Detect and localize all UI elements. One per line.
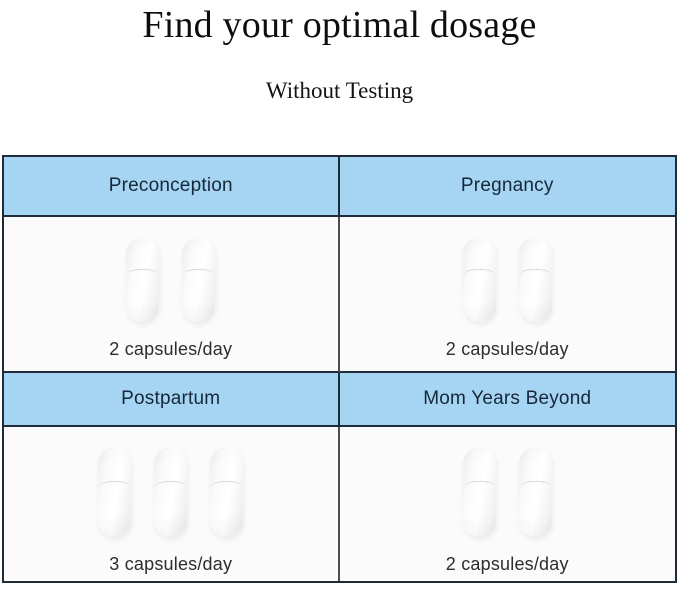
- capsule-icon: [519, 447, 552, 537]
- dosage-label: 2 capsules/day: [109, 338, 233, 359]
- dosage-cell-postpartum: [4, 427, 340, 581]
- capsule-group: [126, 237, 215, 322]
- dosage-label: 3 capsules/day: [109, 553, 233, 574]
- header-cell-mom-years-beyond: Mom Years Beyond: [340, 373, 676, 427]
- dosage-label: 2 capsules/day: [445, 553, 569, 574]
- header-cell-postpartum: Postpartum: [4, 373, 340, 427]
- dosage-label: 2 capsules/day: [445, 338, 569, 359]
- dosage-cell-mom-years-beyond: [340, 427, 676, 581]
- capsule-icon: [463, 447, 496, 537]
- capsule-group: [463, 237, 552, 322]
- header-cell-preconception: Preconception: [4, 157, 340, 217]
- dosage-cell-pregnancy: [340, 217, 676, 373]
- capsule-group: [98, 447, 243, 537]
- capsule-icon: [210, 447, 243, 537]
- header-cell-pregnancy: Pregnancy: [340, 157, 676, 217]
- dosage-table: [2, 155, 677, 583]
- capsule-group: [463, 447, 552, 537]
- page-title: Find your optimal dosage: [142, 4, 537, 46]
- dosage-cell-preconception: [4, 217, 340, 373]
- dosage-infographic: [0, 4, 679, 589]
- capsule-icon: [463, 237, 496, 322]
- page-subtitle: Without Testing: [265, 77, 414, 103]
- capsule-icon: [154, 447, 187, 537]
- capsule-icon: [126, 237, 159, 322]
- capsule-icon: [98, 447, 131, 537]
- capsule-icon: [182, 237, 215, 322]
- capsule-icon: [519, 237, 552, 322]
